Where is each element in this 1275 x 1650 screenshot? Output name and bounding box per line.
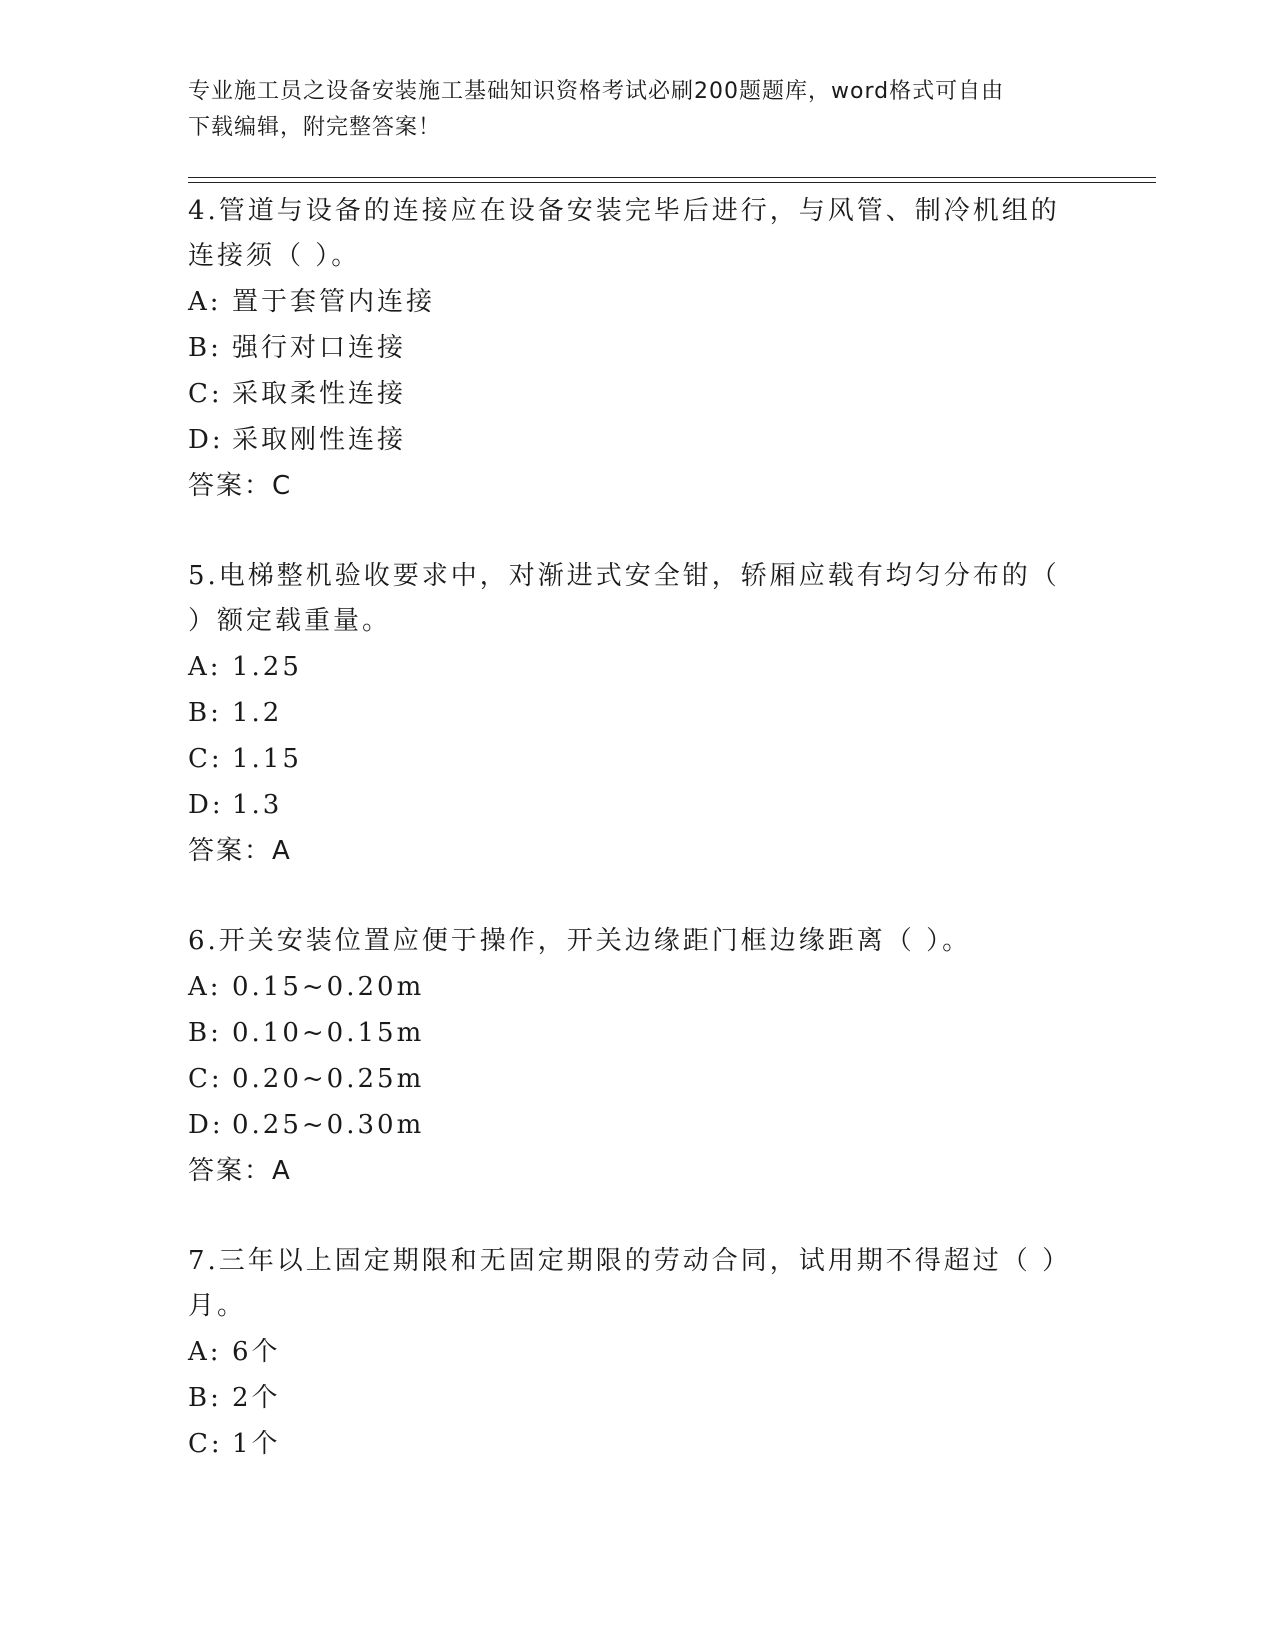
option-c xyxy=(188,736,1068,782)
option-label: C: xyxy=(188,744,223,774)
document-header xyxy=(188,74,1068,146)
header-line-1: 专业施工员之设备安装施工基础知识资格考试必刷200题题库，word格式可自由 xyxy=(188,79,1005,104)
option-label: B: xyxy=(188,1383,222,1413)
option-text: 6个 xyxy=(232,1337,281,1367)
option-b xyxy=(188,1375,1068,1421)
option-text: 采取刚性连接 xyxy=(232,425,407,455)
option-label: B: xyxy=(188,698,222,728)
question-4 xyxy=(188,189,1068,509)
question-7 xyxy=(188,1239,1072,1467)
option-a xyxy=(188,644,1068,690)
option-text: 0.25~0.30m xyxy=(232,1110,425,1140)
option-label: D: xyxy=(188,790,224,820)
answer-line: 答案：A xyxy=(188,836,292,866)
question-stem-line: ）额定载重量。 xyxy=(188,606,392,636)
option-c xyxy=(188,371,1068,417)
option-label: C: xyxy=(188,379,223,409)
header-divider-bottom xyxy=(188,182,1156,183)
option-label: A: xyxy=(188,652,222,682)
option-label: C: xyxy=(188,1429,223,1459)
question-stem-line: 连接须（ ）。 xyxy=(188,241,361,271)
option-text: 0.10~0.15m xyxy=(232,1018,425,1048)
option-a xyxy=(188,279,1068,325)
option-label: D: xyxy=(188,1110,224,1140)
option-b xyxy=(188,690,1068,736)
answer-line: 答案：C xyxy=(188,471,293,501)
question-stem-line: 7.三年以上固定期限和无固定期限的劳动合同，试用期不得超过（ ） xyxy=(188,1246,1072,1276)
question-stem-line: 5.电梯整机验收要求中，对渐进式安全钳，轿厢应载有均匀分布的（ xyxy=(188,561,1060,591)
question-5 xyxy=(188,554,1068,874)
question-list xyxy=(188,189,1072,1512)
option-text: 采取柔性连接 xyxy=(232,379,407,409)
option-label: D: xyxy=(188,425,224,455)
option-text: 1.3 xyxy=(232,790,283,820)
option-text: 1.25 xyxy=(232,652,302,682)
option-b xyxy=(188,1010,1068,1056)
option-text: 置于套管内连接 xyxy=(232,287,436,317)
answer-line: 答案：A xyxy=(188,1156,292,1186)
option-label: A: xyxy=(188,1337,222,1367)
header-divider-top xyxy=(188,177,1156,178)
option-label: B: xyxy=(188,1018,222,1048)
option-text: 1.15 xyxy=(232,744,302,774)
option-label: A: xyxy=(188,287,222,317)
option-label: C: xyxy=(188,1064,223,1094)
option-text: 2个 xyxy=(232,1383,281,1413)
option-a xyxy=(188,964,1068,1010)
option-d xyxy=(188,1102,1068,1148)
question-6 xyxy=(188,919,1068,1194)
option-a xyxy=(188,1329,1068,1375)
option-label: B: xyxy=(188,333,222,363)
option-d xyxy=(188,782,1068,828)
header-line-2: 下载编辑，附完整答案！ xyxy=(188,115,442,140)
option-b xyxy=(188,325,1068,371)
option-text: 1个 xyxy=(232,1429,281,1459)
option-c xyxy=(188,1421,1068,1467)
option-text: 0.20~0.25m xyxy=(232,1064,425,1094)
question-stem-line: 月。 xyxy=(188,1291,247,1321)
question-stem-line: 4.管道与设备的连接应在设备安装完毕后进行，与风管、制冷机组的 xyxy=(188,196,1060,226)
option-text: 1.2 xyxy=(232,698,283,728)
option-text: 强行对口连接 xyxy=(232,333,407,363)
option-text: 0.15~0.20m xyxy=(232,972,425,1002)
option-label: A: xyxy=(188,972,222,1002)
option-d xyxy=(188,417,1068,463)
question-stem-line: 6.开关安装位置应便于操作，开关边缘距门框边缘距离（ ）。 xyxy=(188,926,972,956)
option-c xyxy=(188,1056,1068,1102)
